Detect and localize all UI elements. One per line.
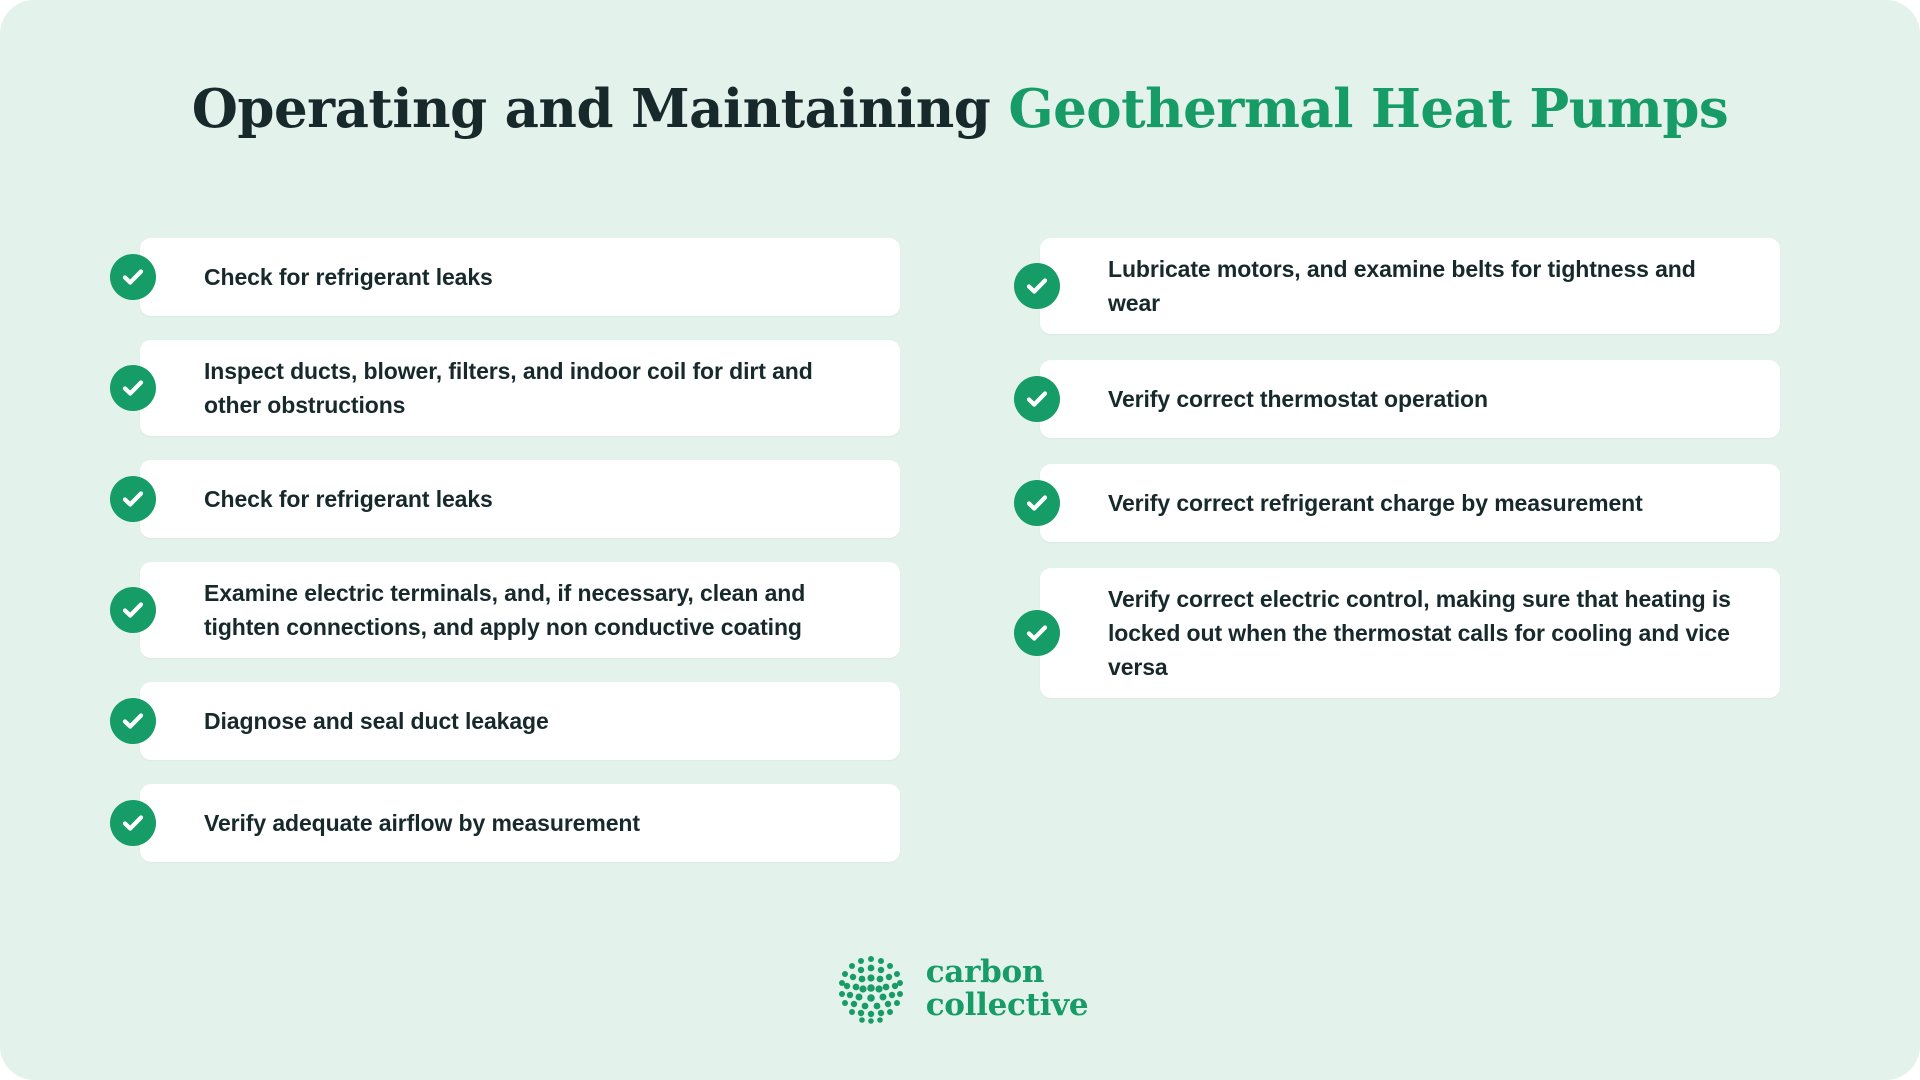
check-icon — [110, 365, 156, 411]
right-checklist-column — [960, 238, 1920, 862]
checklist-item-label: Examine electric terminals, and, if necessary, clean and tighten connections, and apply non conductive coating — [204, 580, 806, 641]
checklist-item-label: Verify adequate airflow by measurement — [204, 810, 640, 837]
check-icon — [1014, 263, 1060, 309]
list-item — [140, 340, 900, 436]
checklist-item-label: Check for refrigerant leaks — [204, 486, 493, 513]
check-icon — [1014, 376, 1060, 422]
checklist-card — [140, 562, 900, 658]
checklist-item-label: Lubricate motors, and examine belts for tightness and wear — [1108, 256, 1696, 317]
checklist-card — [140, 682, 900, 760]
dotted-circle-logo-icon — [832, 950, 910, 1028]
check-icon — [1014, 610, 1060, 656]
checklist-item-label: Check for refrigerant leaks — [204, 263, 493, 290]
check-icon — [1014, 480, 1060, 526]
checklist-item-label: Diagnose and seal duct leakage — [204, 708, 549, 735]
checklist-item-label: Verify correct thermostat operation — [1108, 386, 1488, 413]
checklist-card — [140, 460, 900, 538]
brand-line-1: carbon — [925, 954, 1045, 991]
checklist-item-label: Verify correct electric control, making sure that heating is locked out when the thermostat calls for cooling and vice versa — [1108, 586, 1731, 681]
page-title-accent: Geothermal Heat Pumps — [1008, 78, 1729, 140]
list-item — [1040, 464, 1780, 542]
check-icon — [110, 254, 156, 300]
checklist-columns — [0, 238, 1920, 862]
list-item — [140, 238, 900, 316]
page-title-main: Operating and Maintaining — [191, 78, 1009, 140]
list-item — [1040, 238, 1780, 334]
checklist-card — [1040, 360, 1780, 438]
page-title — [0, 78, 1920, 140]
checklist-item-label: Verify correct refrigerant charge by measurement — [1108, 490, 1643, 517]
list-item — [140, 562, 900, 658]
checklist-card — [140, 784, 900, 862]
check-icon — [110, 476, 156, 522]
check-icon — [110, 587, 156, 633]
left-checklist-column — [0, 238, 960, 862]
checklist-card — [1040, 464, 1780, 542]
checklist-card — [140, 238, 900, 316]
brand-logo — [0, 950, 1920, 1028]
checklist-item-label: Inspect ducts, blower, filters, and indoor coil for dirt and other obstructions — [204, 358, 813, 419]
checklist-card — [1040, 568, 1780, 698]
checklist-card — [140, 340, 900, 436]
brand-line-2: collective — [925, 987, 1089, 1023]
list-item — [1040, 568, 1780, 698]
check-icon — [110, 800, 156, 846]
list-item — [140, 460, 900, 538]
list-item — [1040, 360, 1780, 438]
list-item — [140, 682, 900, 760]
check-icon — [110, 698, 156, 744]
checklist-card — [1040, 238, 1780, 334]
list-item — [140, 784, 900, 862]
brand-name — [926, 956, 1089, 1022]
